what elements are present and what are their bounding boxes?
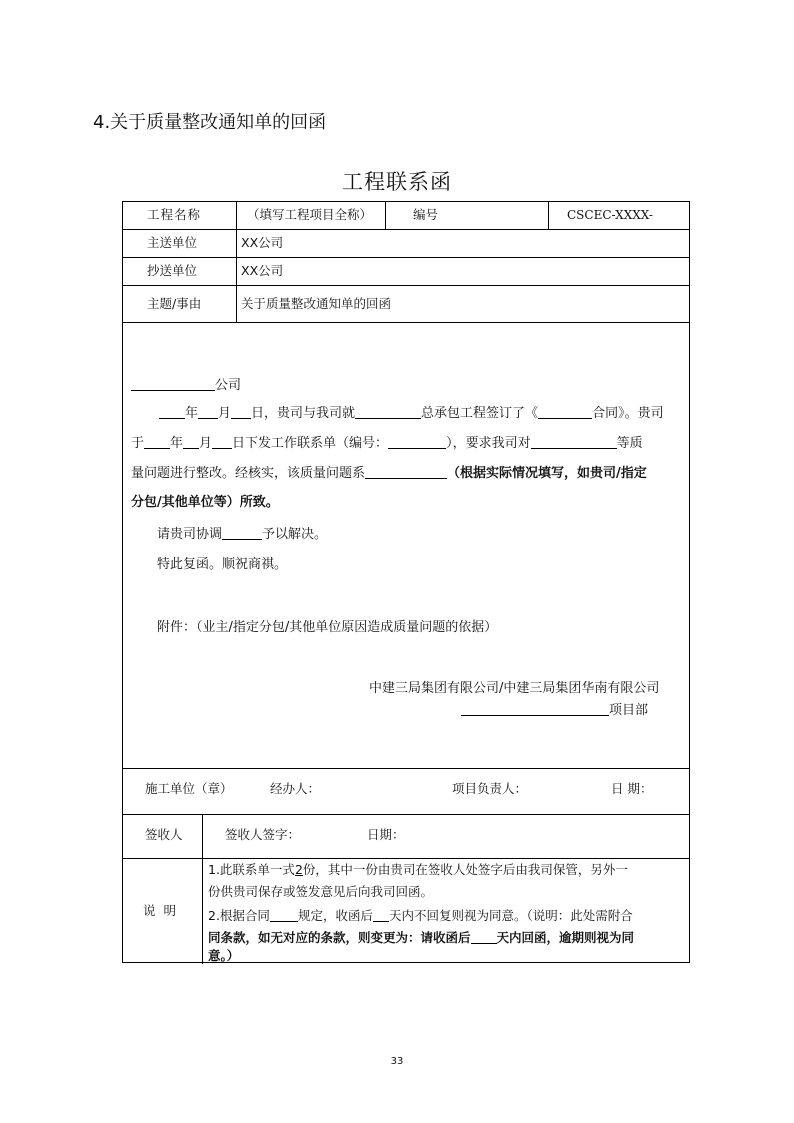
contract-blank[interactable] bbox=[538, 405, 592, 419]
month-blank-2[interactable] bbox=[183, 435, 199, 449]
receiver-label: 签收人 bbox=[145, 827, 183, 842]
day-blank-2[interactable] bbox=[212, 435, 232, 449]
days-blank[interactable] bbox=[373, 908, 389, 922]
body-closing: 特此复函。顺祝商祺。 bbox=[157, 557, 288, 572]
body-paragraph-line-3: 量问题进行整改。经核实，该质量问题系 （根据实际情况填写，如贵司/指定 bbox=[131, 466, 647, 481]
notes-line-3: 2.根据合同 规定，收函后 天内不回复则视为同意。（说明：此处需附合 bbox=[208, 908, 633, 923]
body-paragraph-line-5: 请贵司协调 予以解决。 bbox=[157, 527, 328, 542]
subject-value[interactable]: 关于质量整改通知单的回函 bbox=[241, 296, 392, 311]
handler-label: 经办人： bbox=[270, 781, 321, 796]
day-blank[interactable] bbox=[231, 405, 251, 419]
issue-blank[interactable] bbox=[531, 435, 617, 449]
subject-label: 主题/事由 bbox=[147, 296, 202, 311]
cc-value[interactable]: XX公司 bbox=[241, 263, 284, 278]
row-divider bbox=[123, 285, 689, 286]
construction-unit-label: 施工单位（章） bbox=[145, 781, 233, 796]
row-divider bbox=[123, 814, 689, 815]
footer-date-label: 日 期： bbox=[611, 781, 653, 796]
row-divider bbox=[123, 858, 689, 859]
notes-line-5: 意。） bbox=[208, 948, 240, 963]
body-paragraph-line-2: 于 年 月 日下发工作联系单（编号： ），要求我司对 等质 bbox=[131, 436, 643, 451]
column-divider bbox=[548, 202, 549, 229]
number-value[interactable]: CSCEC-XXXX- bbox=[567, 208, 653, 222]
column-divider bbox=[236, 202, 237, 322]
body-paragraph-line-4: 分包/其他单位等）所致。 bbox=[131, 495, 279, 510]
month-blank[interactable] bbox=[198, 405, 218, 419]
year-blank-2[interactable] bbox=[144, 435, 170, 449]
row-divider bbox=[123, 768, 689, 769]
year-blank[interactable] bbox=[159, 405, 185, 419]
form-title: 工程联系函 bbox=[342, 170, 452, 194]
project-name-label: 工程名称 bbox=[147, 207, 202, 222]
main-recipient-label: 主送单位 bbox=[147, 235, 198, 250]
notes-line-4: 同条款，如无对应的条款，则变更为：请收函后 天内回函，逾期则视为同 bbox=[208, 930, 635, 945]
contact-letter-form bbox=[122, 201, 690, 963]
signature-company: 中建三局集团有限公司/中建三局集团华南有限公司 bbox=[369, 681, 660, 696]
project-dept-blank[interactable] bbox=[461, 702, 609, 716]
cause-blank[interactable] bbox=[365, 465, 447, 479]
project-blank[interactable] bbox=[355, 405, 421, 419]
row-divider bbox=[123, 229, 689, 230]
body-company-line: 公司 bbox=[131, 377, 681, 392]
section-heading: 4.关于质量整改通知单的回函 bbox=[93, 112, 327, 133]
notes-label: 说 明 bbox=[143, 903, 178, 918]
coordinate-blank[interactable] bbox=[222, 526, 262, 540]
company-blank[interactable] bbox=[131, 377, 215, 391]
attachment-line: 附件：（业主/指定分包/其他单位原因造成质量问题的依据） bbox=[157, 620, 498, 635]
column-divider bbox=[385, 202, 386, 229]
receiver-date-label: 日期： bbox=[367, 827, 405, 842]
project-lead-label: 项目负责人： bbox=[452, 781, 528, 796]
row-divider bbox=[123, 322, 689, 323]
cc-label: 抄送单位 bbox=[147, 263, 198, 278]
reply-days-blank[interactable] bbox=[471, 930, 497, 944]
receiver-signature-label: 签收人签字： bbox=[225, 827, 301, 842]
row-divider bbox=[123, 257, 689, 258]
project-dept-line: 项目部 bbox=[461, 702, 681, 717]
notes-line-1: 1.此联系单一式2份，其中一份由贵司在签收人处签字后由我司保管，另外一 bbox=[208, 862, 628, 877]
number-label: 编号 bbox=[413, 207, 439, 222]
body-paragraph-line-1: 年 月 日，贵司与我司就 总承包工程签订了《 合同》。贵司 bbox=[131, 405, 681, 420]
main-recipient-value[interactable]: XX公司 bbox=[241, 235, 284, 250]
contract-clause-blank[interactable] bbox=[270, 908, 298, 922]
column-divider bbox=[202, 814, 203, 964]
notes-line-2: 份供贵司保存或签发意见后向我司回函。 bbox=[208, 884, 434, 899]
project-name-value[interactable]: （填写工程项目全称） bbox=[247, 207, 373, 222]
page-number: 33 bbox=[390, 1056, 404, 1067]
notice-number-blank[interactable] bbox=[388, 435, 446, 449]
